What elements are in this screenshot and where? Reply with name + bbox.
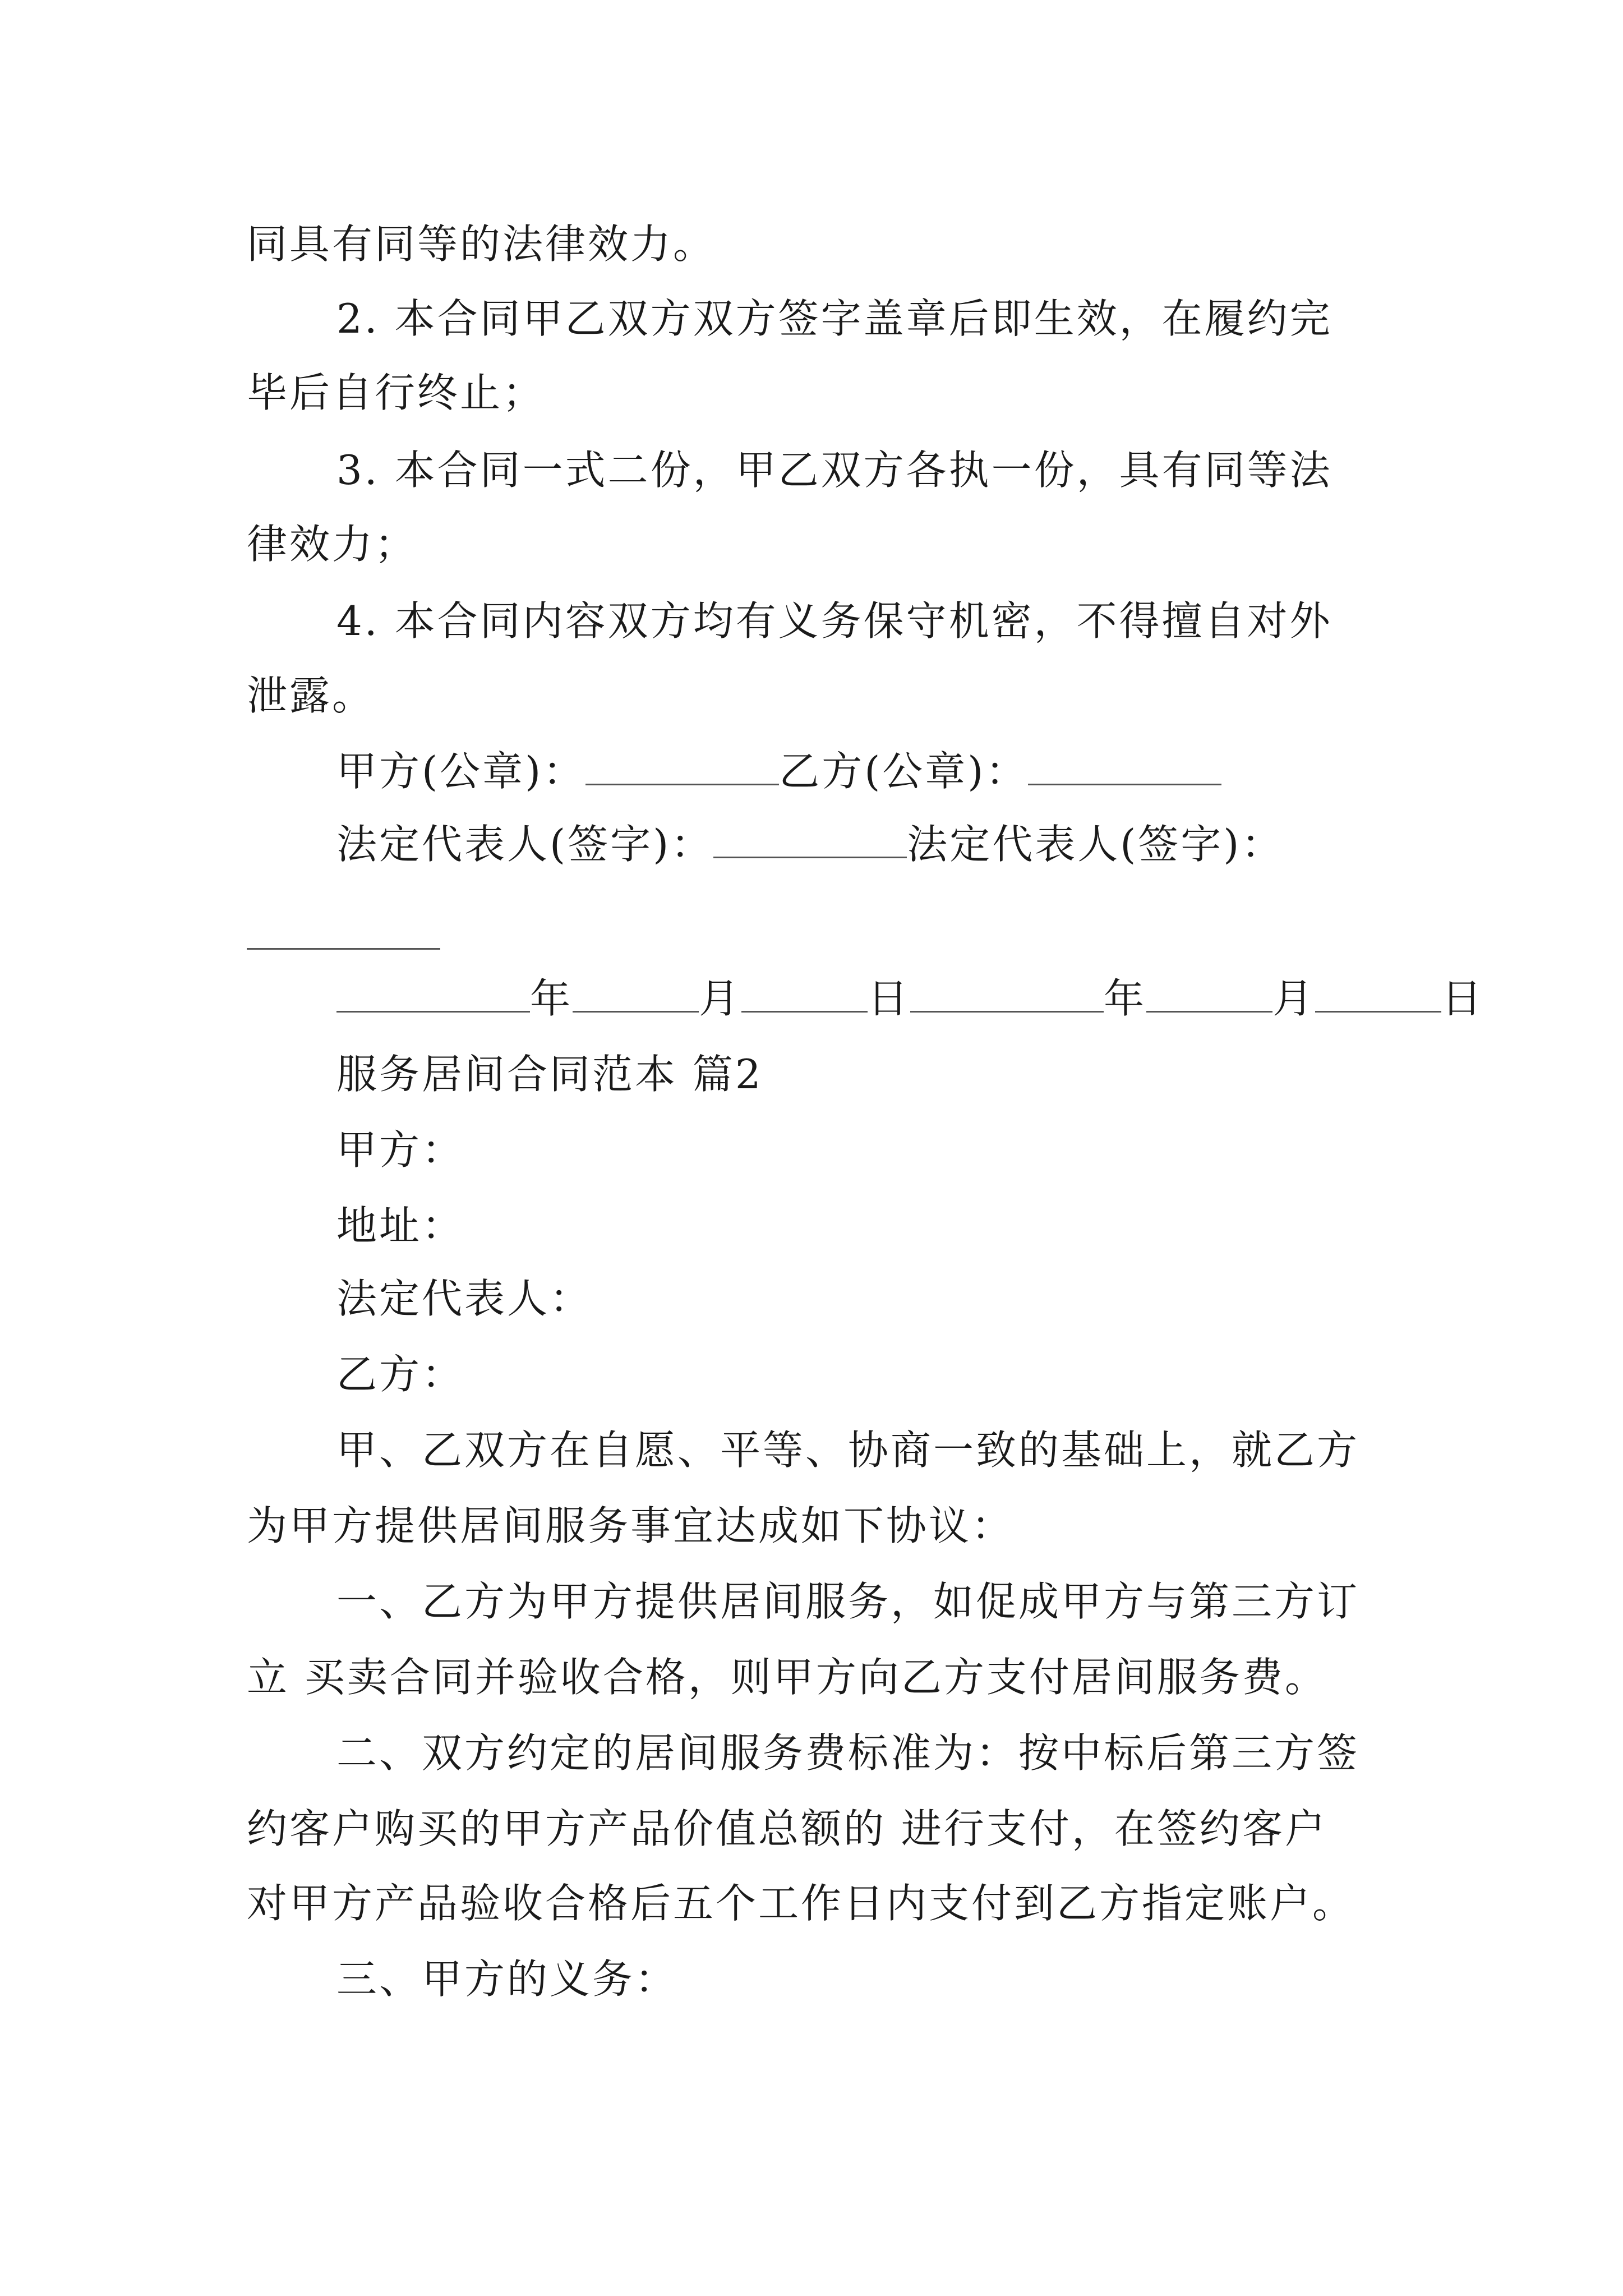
date-a-year-label: 年 [530,975,573,1022]
rep-a-label: 法定代表人(签字)： [336,821,714,868]
rep-b-label: 法定代表人(签字)： [907,821,1284,868]
date-b-year-label: 年 [1104,975,1147,1022]
clause-1-line1: 一、乙方为甲方提供居间服务，如促成甲方与第三方订 [336,1578,1360,1625]
date-b-day-label: 日 [1441,975,1484,1022]
clause-item-4-line2: 泄露。 [247,672,375,719]
paragraph-line: 同具有同等的法律效力。 [247,220,716,268]
legal-rep-field: 法定代表人： [336,1275,593,1322]
date-b-day-blank [1315,972,1441,1013]
clause-item-3-line2: 律效力； [247,521,418,568]
clause-3-title: 三、甲方的义务： [336,1955,678,2003]
seal-signature-line [336,743,1402,799]
rep-b-blank [247,948,440,950]
party-b-seal-label: 乙方(公章)： [779,748,1029,795]
party-b-field: 乙方： [336,1351,465,1398]
date-a-year-blank [336,972,530,1013]
representative-signature-line [336,816,1402,872]
clause-2-line3: 对甲方产品验收合格后五个工作日内支付到乙方指定账户。 [247,1880,1355,1927]
clause-item-3-line1: 3. 本合同一式二份，甲乙双方各执一份，具有同等法 [336,447,1332,494]
section-title: 服务居间合同范本 篇2 [336,1051,763,1098]
rep-a-blank [713,817,907,858]
clause-item-2-line2: 毕后自行终止； [247,369,546,416]
date-b-month-label: 月 [1272,975,1316,1022]
party-a-field: 甲方： [336,1126,465,1174]
date-a-month-label: 月 [699,975,742,1022]
clause-item-2-line1: 2. 本合同甲乙双方双方签字盖章后即生效，在履约完 [336,295,1332,342]
clause-1-line2: 立 买卖合同并验收合格，则甲方向乙方支付居间服务费。 [247,1654,1327,1701]
date-a-month-blank [573,972,699,1013]
date-b-year-blank [910,972,1104,1013]
party-a-seal-label: 甲方(公章)： [336,748,586,795]
date-a-day-label: 日 [868,975,911,1022]
clause-2-line2: 约客户购买的甲方产品价值总额的 进行支付，在签约客户 [247,1805,1327,1852]
intro-line2: 为甲方提供居间服务事宜达成如下协议： [247,1502,1015,1549]
party-b-seal-blank [1028,744,1221,785]
clause-item-4-line1: 4. 本合同内容双方均有义务保守机密，不得擅自对外 [336,597,1332,645]
address-field: 地址： [336,1202,465,1249]
intro-line1: 甲、乙双方在自愿、平等、协商一致的基础上，就乙方 [336,1427,1360,1474]
clause-2-line1: 二、双方约定的居间服务费标准为：按中标后第三方签 [336,1729,1360,1777]
party-a-seal-blank [585,744,779,785]
date-line [336,970,1484,1027]
date-b-month-blank [1146,972,1272,1013]
date-a-day-blank [741,972,868,1013]
